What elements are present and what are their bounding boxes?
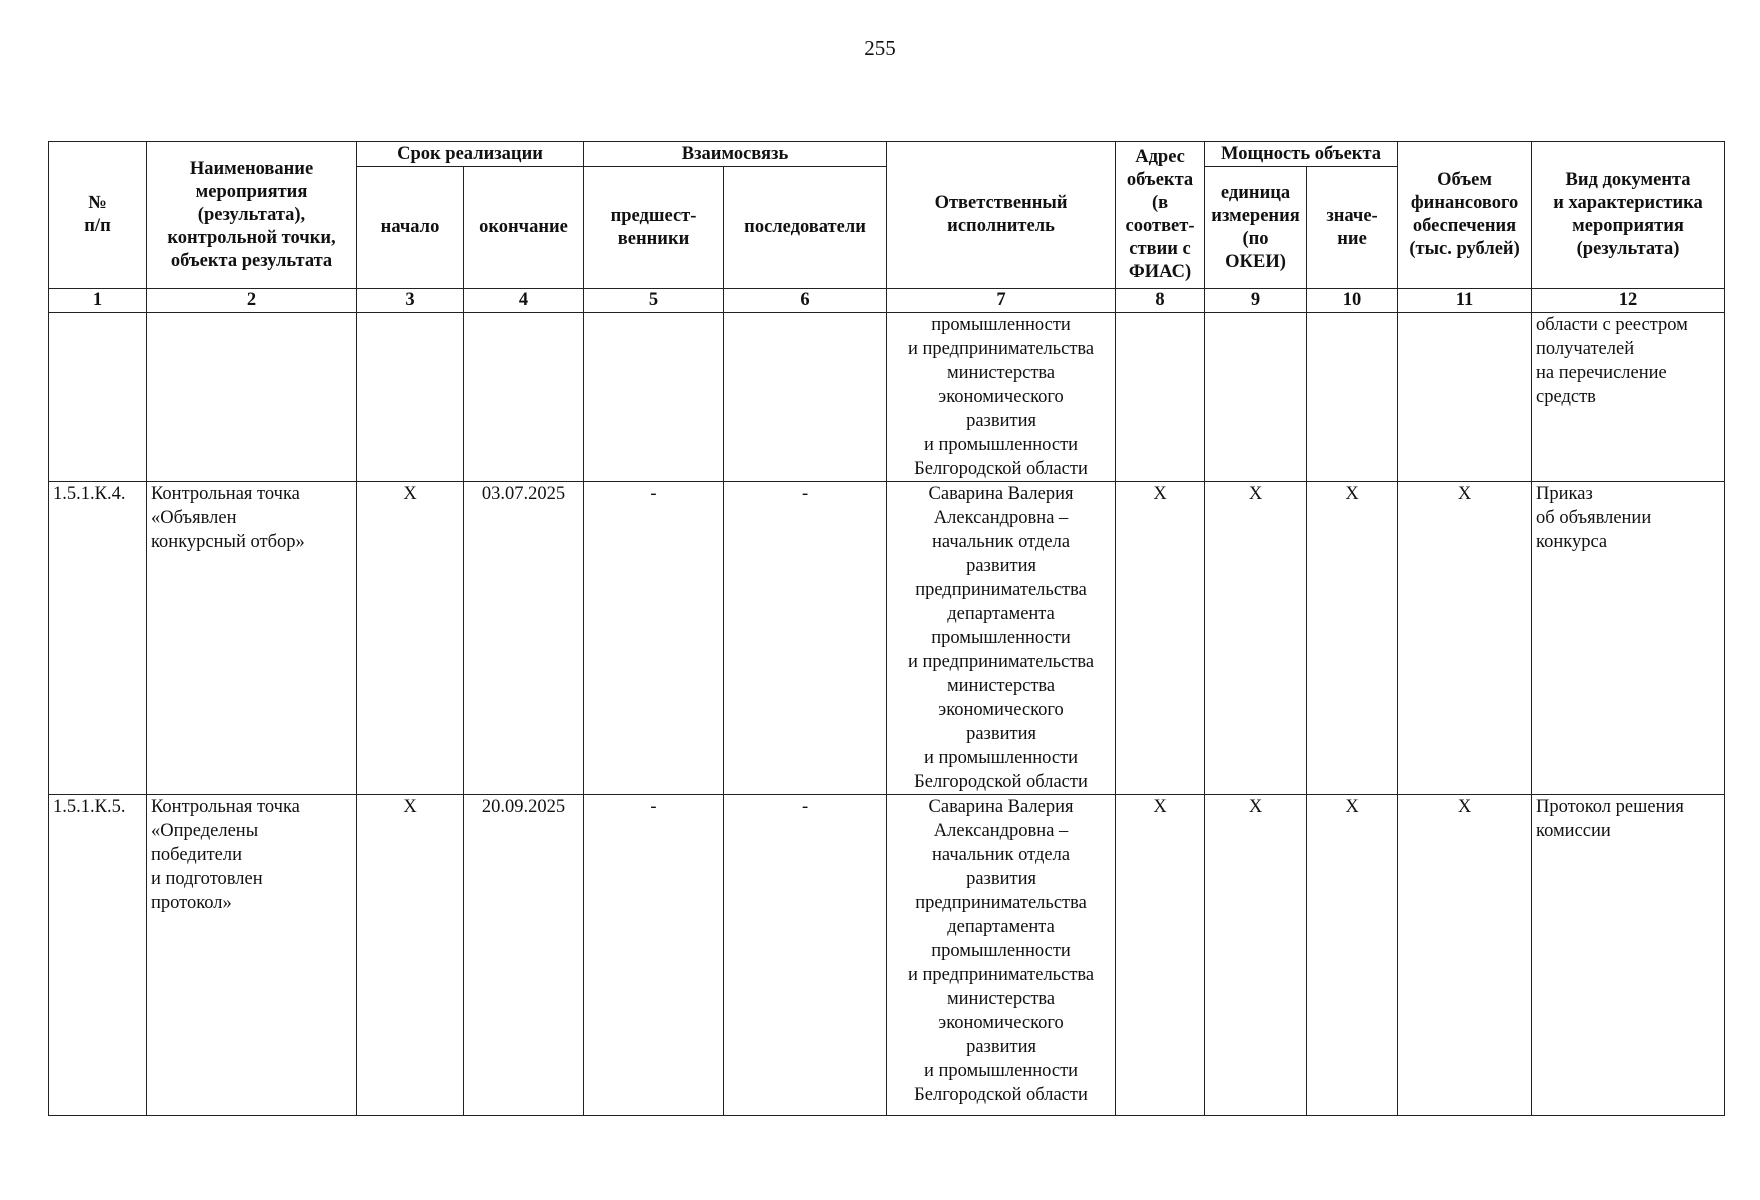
text-line: (по (1242, 228, 1269, 249)
text-line: и предпринимательства (907, 965, 1095, 985)
text-line: венники (617, 228, 690, 249)
cell-address: X (1116, 795, 1205, 1116)
text-line: средств (1536, 387, 1596, 407)
cell-value: X (1307, 795, 1398, 1116)
cell-unit: X (1205, 482, 1307, 795)
text-line: Белгородской области (914, 1085, 1088, 1105)
cell-finance: X (1398, 482, 1532, 795)
cell-num: 1.5.1.К.4. (49, 482, 147, 795)
text-line: экономического (938, 700, 1064, 720)
cell-end (464, 313, 584, 482)
cell-end: 20.09.2025 (464, 795, 584, 1116)
text-line: измерения (1211, 205, 1300, 226)
cell-doc-type (1532, 482, 1725, 795)
text-line: мероприятия (195, 181, 308, 202)
cell-doc-type (1532, 795, 1725, 1116)
column-number: 1 (49, 289, 147, 313)
table-header (49, 142, 1725, 313)
cell-responsible (887, 482, 1116, 795)
text-line: начальник отдела (932, 845, 1071, 865)
cell-predecessors: - (584, 795, 724, 1116)
text-line: объекта (1126, 170, 1194, 190)
text-line: Белгородской области (914, 459, 1088, 479)
header-address (1116, 142, 1205, 289)
cell-predecessors (584, 313, 724, 482)
text-line: (в (1151, 193, 1169, 213)
text-line: и промышленности (923, 435, 1079, 455)
cell-name (147, 795, 357, 1116)
cell-unit (1205, 313, 1307, 482)
text-line: п/п (84, 216, 111, 236)
table-row-1-5-1-k4 (49, 482, 1725, 795)
text-line: Александровна – (933, 821, 1069, 841)
text-line: департамента (947, 604, 1055, 624)
text-line: на перечисление (1536, 363, 1667, 383)
text-line: области с реестром (1536, 315, 1688, 335)
text-line: министерства (946, 363, 1056, 383)
text-line: Контрольная точка (151, 484, 300, 504)
text-line: Контрольная точка (151, 797, 300, 817)
text-line: (результата), (197, 204, 306, 225)
column-number: 8 (1116, 289, 1205, 313)
header-start: начало (357, 167, 464, 289)
text-line: ние (1337, 228, 1367, 249)
header-end: окончание (464, 167, 584, 289)
column-number: 11 (1398, 289, 1532, 313)
text-line: Адрес (1135, 147, 1185, 167)
cell-start (357, 313, 464, 482)
column-number: 3 (357, 289, 464, 313)
text-line: победители (151, 845, 243, 865)
cell-name (147, 313, 357, 482)
text-line: Саварина Валерия (928, 484, 1074, 504)
column-number: 10 (1307, 289, 1398, 313)
column-number: 7 (887, 289, 1116, 313)
text-line: и промышленности (923, 748, 1079, 768)
header-responsible (887, 142, 1116, 289)
header-name (147, 142, 357, 289)
text-line: развития (966, 724, 1036, 744)
cell-predecessors: - (584, 482, 724, 795)
text-line: промышленности (931, 315, 1071, 335)
text-line: получателей (1536, 339, 1635, 359)
column-number-row (49, 289, 1725, 313)
table-body (49, 313, 1725, 1116)
text-line: развития (966, 1037, 1036, 1057)
text-line: предпринимательства (915, 580, 1087, 600)
text-line: контрольной точки, (167, 227, 336, 248)
text-line: развития (966, 411, 1036, 431)
header-doc-type (1532, 142, 1725, 289)
text-line: предшест- (610, 205, 697, 226)
text-line: и подготовлен (151, 869, 263, 889)
cell-start: X (357, 482, 464, 795)
text-line: начальник отдела (932, 532, 1071, 552)
text-line: развития (966, 556, 1036, 576)
header-relation-group: Взаимосвязь (584, 142, 887, 167)
text-line: «Определены (151, 821, 259, 841)
text-line: конкурсный отбор» (151, 532, 305, 552)
cell-finance (1398, 313, 1532, 482)
text-line: предпринимательства (915, 893, 1087, 913)
cell-start: X (357, 795, 464, 1116)
cell-value (1307, 313, 1398, 482)
text-line: экономического (938, 387, 1064, 407)
text-line: исполнитель (947, 216, 1055, 236)
text-line: Наименование (189, 158, 314, 179)
text-line: конкурса (1536, 532, 1608, 552)
text-line: и предпринимательства (907, 339, 1095, 359)
cell-responsible (887, 313, 1116, 482)
text-line: экономического (938, 1013, 1064, 1033)
page-number: 255 (864, 36, 896, 60)
cell-value: X (1307, 482, 1398, 795)
text-line: и предпринимательства (907, 652, 1095, 672)
header-predecessors (584, 167, 724, 289)
cell-name (147, 482, 357, 795)
text-line: министерства (946, 676, 1056, 696)
text-line: мероприятия (1572, 216, 1684, 236)
text-line: протокол» (151, 893, 232, 913)
header-num (49, 142, 147, 289)
text-line: финансового (1410, 193, 1519, 213)
header-term-group: Срок реализации (357, 142, 584, 167)
text-line: Объем (1437, 170, 1492, 190)
text-line: Белгородской области (914, 772, 1088, 792)
table-row-1-5-1-k5 (49, 795, 1725, 1116)
column-number: 12 (1532, 289, 1725, 313)
column-number: 9 (1205, 289, 1307, 313)
text-line: № (88, 193, 107, 213)
text-line: (тыс. рублей) (1409, 239, 1520, 259)
text-line: министерства (946, 989, 1056, 1009)
cell-address (1116, 313, 1205, 482)
table-row-continuation (49, 313, 1725, 482)
text-line: Александровна – (933, 508, 1069, 528)
text-line: значе- (1326, 205, 1378, 226)
text-line: ствии с (1129, 239, 1191, 259)
text-line: промышленности (931, 628, 1071, 648)
text-line: обеспечения (1412, 216, 1517, 236)
cell-num (49, 313, 147, 482)
cell-address: X (1116, 482, 1205, 795)
text-line: развития (966, 869, 1036, 889)
cell-successors (724, 313, 887, 482)
header-finance (1398, 142, 1532, 289)
text-line: Протокол решения (1536, 797, 1684, 817)
cell-num: 1.5.1.К.5. (49, 795, 147, 1116)
text-line: и характеристика (1553, 193, 1703, 213)
header-unit (1205, 167, 1307, 289)
cell-successors: - (724, 795, 887, 1116)
text-line: соответ- (1125, 216, 1195, 236)
text-line: Ответственный (934, 193, 1068, 213)
text-line: (результата) (1576, 239, 1680, 259)
text-line: объекта результата (170, 250, 333, 271)
cell-responsible (887, 795, 1116, 1116)
text-line: единица (1220, 182, 1291, 203)
text-line: Приказ (1536, 484, 1593, 504)
cell-unit: X (1205, 795, 1307, 1116)
column-number: 2 (147, 289, 357, 313)
text-line: ОКЕИ) (1225, 251, 1286, 272)
cell-doc-type (1532, 313, 1725, 482)
text-line: и промышленности (923, 1061, 1079, 1081)
column-number: 4 (464, 289, 584, 313)
text-line: комиссии (1536, 821, 1611, 841)
cell-finance: X (1398, 795, 1532, 1116)
header-capacity-group: Мощность объекта (1205, 142, 1398, 167)
header-successors: последователи (724, 167, 887, 289)
plan-table (48, 141, 1725, 1116)
cell-successors: - (724, 482, 887, 795)
column-number: 6 (724, 289, 887, 313)
cell-end: 03.07.2025 (464, 482, 584, 795)
text-line: промышленности (931, 941, 1071, 961)
text-line: Вид документа (1565, 170, 1691, 190)
text-line: Саварина Валерия (928, 797, 1074, 817)
text-line: ФИАС) (1128, 262, 1192, 282)
text-line: «Объявлен (151, 508, 237, 528)
text-line: департамента (947, 917, 1055, 937)
text-line: об объявлении (1536, 508, 1652, 528)
header-value (1307, 167, 1398, 289)
column-number: 5 (584, 289, 724, 313)
